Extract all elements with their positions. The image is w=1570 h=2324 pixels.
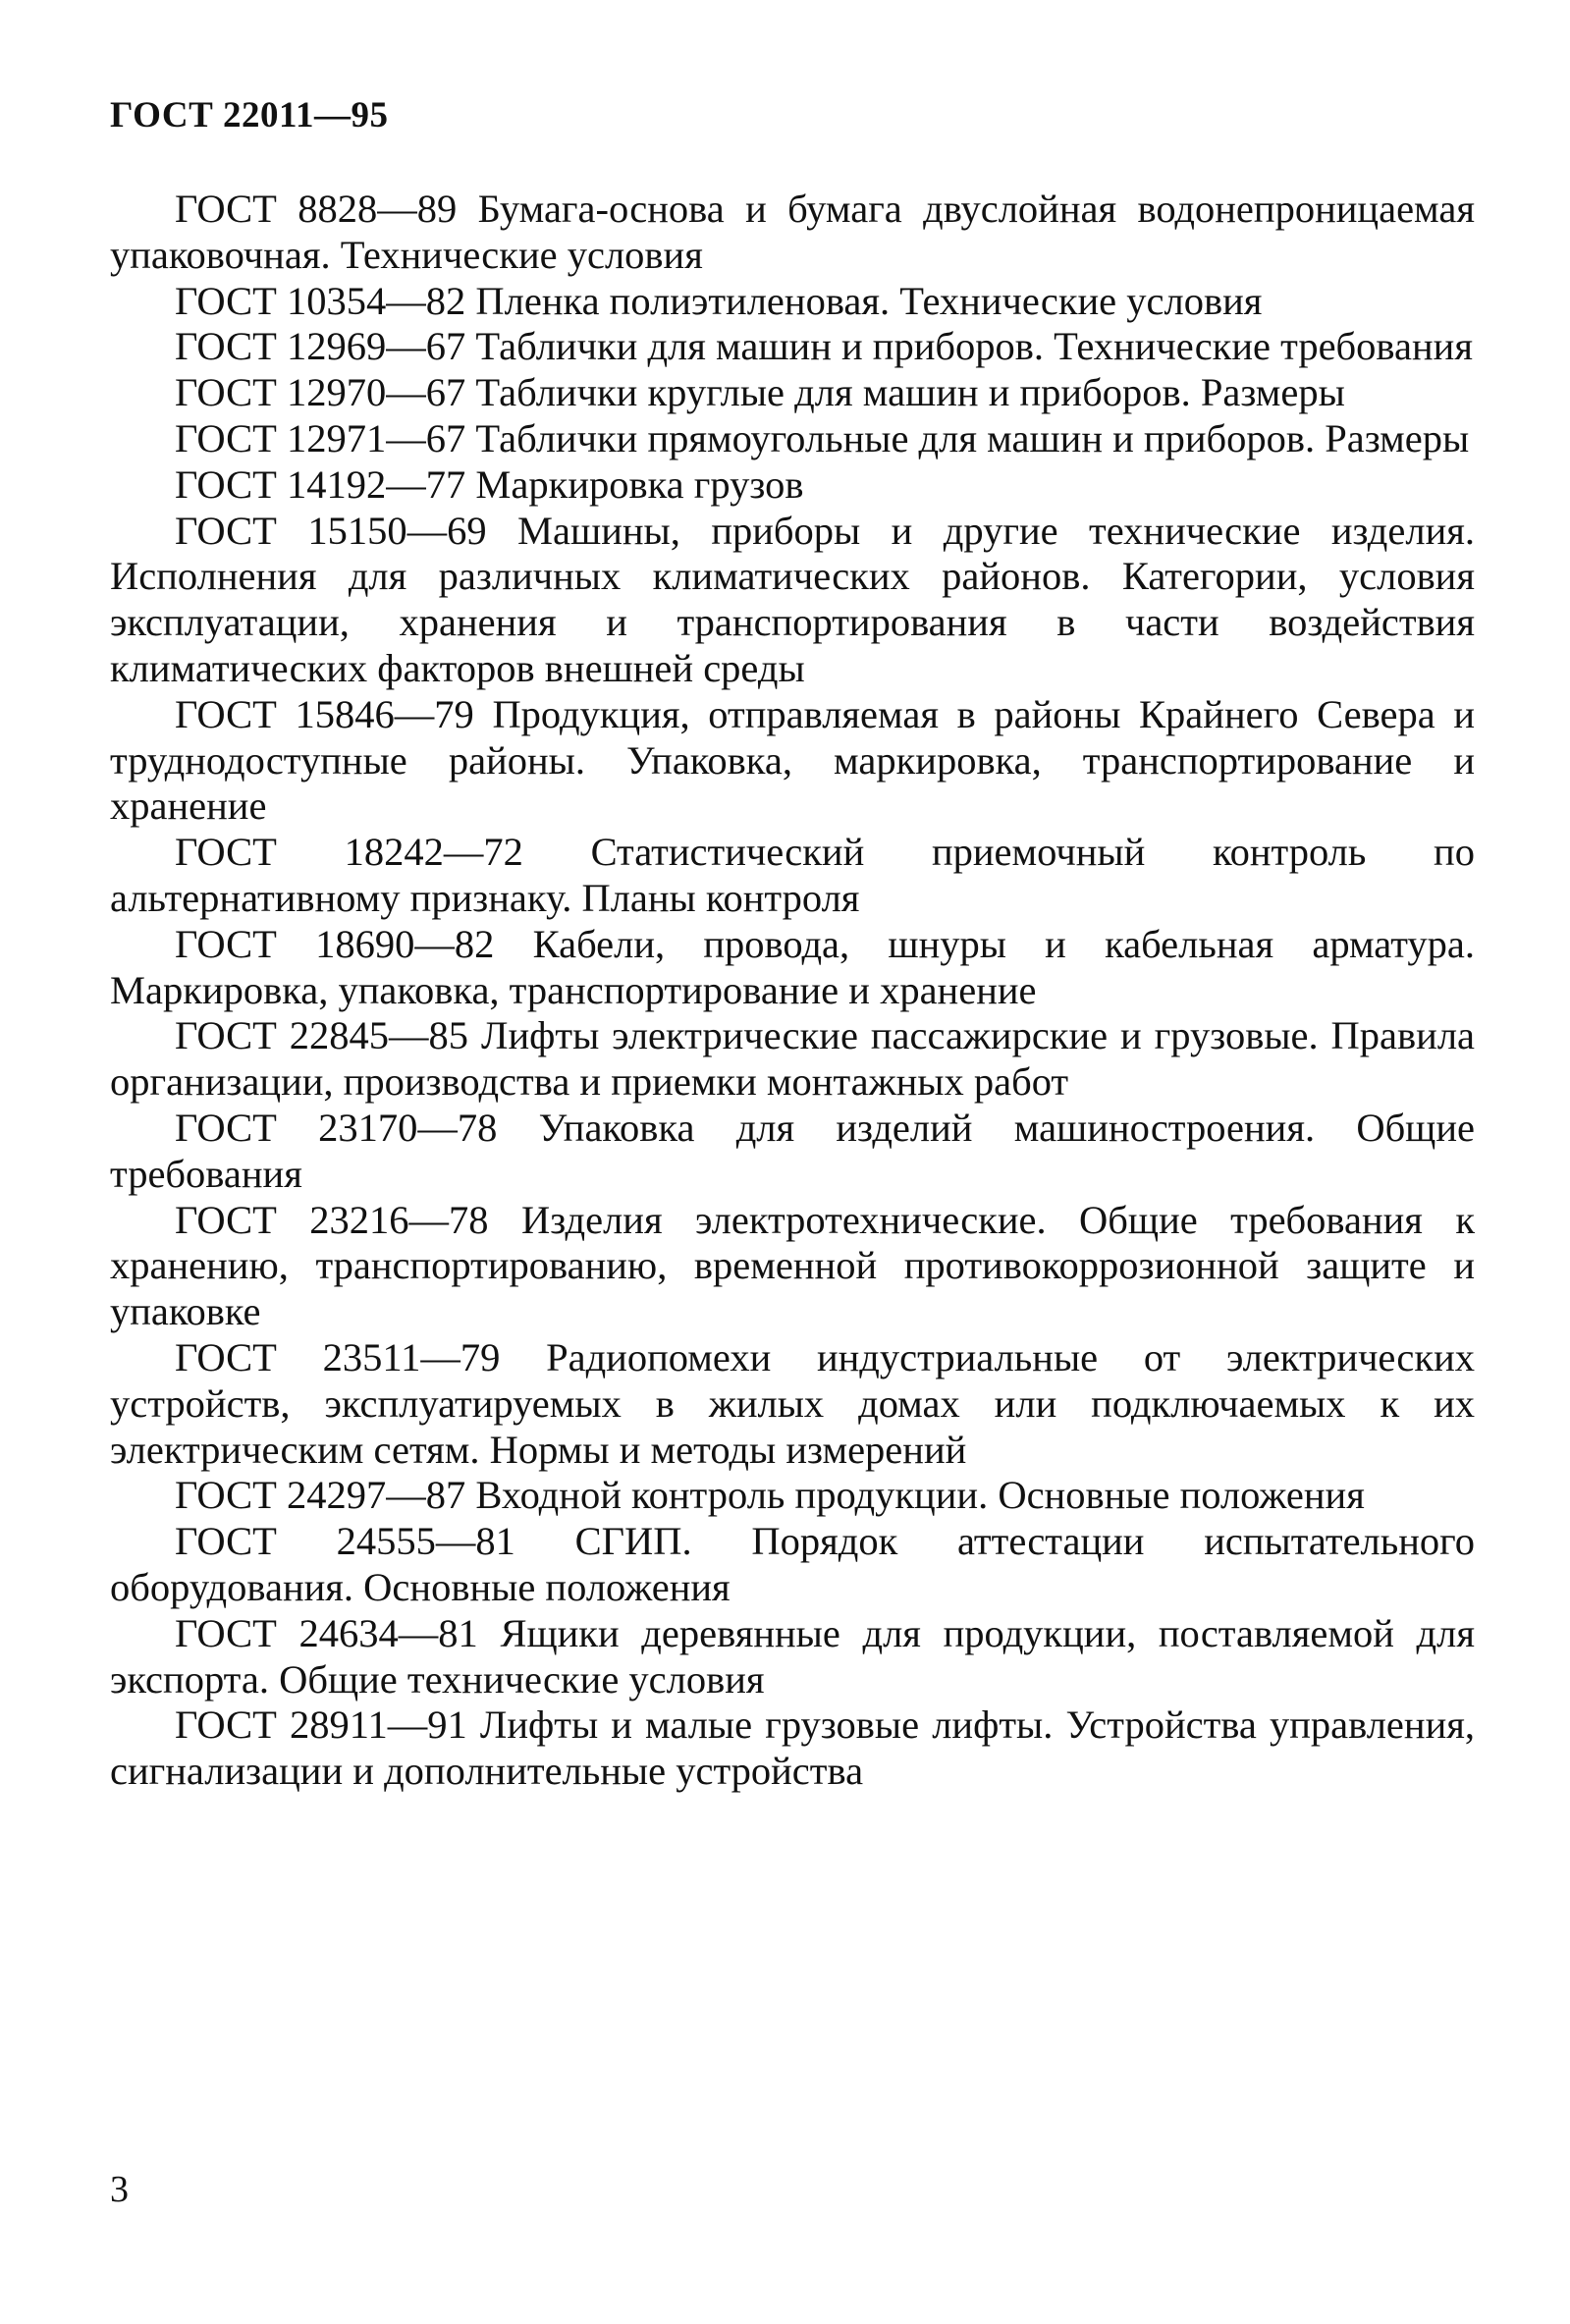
reference-item xyxy=(110,1473,1475,1519)
reference-title: Лифты электрические пассажирские и грузовые. Правила организации, производства и приемки монтажных работ xyxy=(110,1013,1476,1105)
reference-code: ГОСТ 24634—81 xyxy=(175,1610,478,1655)
reference-item xyxy=(110,1702,1475,1795)
reference-title: Пленка полиэтиленовая. Технические условия xyxy=(475,278,1263,323)
reference-code: ГОСТ 12970—67 xyxy=(175,370,466,415)
reference-code: ГОСТ 14192—77 xyxy=(175,461,466,507)
reference-title: Лифты и малые грузовые лифты. Устройства управления, сигнализации и дополнительные устройства xyxy=(110,1702,1475,1794)
reference-code: ГОСТ 22845—85 xyxy=(175,1013,469,1058)
page-header: ГОСТ 22011—95 xyxy=(110,95,389,135)
reference-title: Таблички для машин и приборов. Технические требования xyxy=(475,324,1473,369)
reference-code: ГОСТ 24297—87 xyxy=(175,1473,466,1518)
reference-code: ГОСТ 12969—67 xyxy=(175,324,466,369)
reference-code: ГОСТ 15846—79 xyxy=(175,691,474,736)
page-number: 3 xyxy=(110,2169,129,2210)
reference-item xyxy=(110,370,1475,416)
reference-title: Таблички прямоугольные для машин и приборов. Размеры xyxy=(475,415,1470,460)
reference-code: ГОСТ 18690—82 xyxy=(175,921,495,966)
reference-code: ГОСТ 23170—78 xyxy=(175,1105,498,1150)
reference-title: Входной контроль продукции. Основные положения xyxy=(475,1473,1365,1518)
reference-title: Изделия электротехнические. Общие требования к хранению, транспортированию, временной противокоррозионной защите и упаковке xyxy=(110,1197,1476,1334)
reference-code: ГОСТ 24555—81 xyxy=(175,1519,515,1564)
reference-item xyxy=(110,1106,1475,1198)
reference-code: ГОСТ 12971—67 xyxy=(175,415,466,460)
reference-title: Маркировка грузов xyxy=(475,461,804,507)
reference-item xyxy=(110,1611,1475,1703)
reference-title: Радиопомехи индустриальные от электрических устройств, эксплуатируемых в жилых домах или подключаемых к их электрическим сетям. Нормы и методы измерений xyxy=(110,1334,1475,1472)
reference-item xyxy=(110,1519,1475,1611)
reference-item xyxy=(110,462,1475,509)
reference-code: ГОСТ 15150—69 xyxy=(175,508,487,553)
reference-item xyxy=(110,1013,1475,1106)
reference-item xyxy=(110,1198,1475,1335)
reference-item xyxy=(110,1335,1475,1473)
reference-title: Продукция, отправляемая в районы Крайнего Севера и труднодоступные районы. Упаковка, маркировка, транспортирование и хранение xyxy=(110,691,1475,829)
reference-title: Бумага-основа и бумага двуслойная водонепроницаемая упаковочная. Технические условия xyxy=(110,187,1476,277)
reference-code: ГОСТ 8828—89 xyxy=(175,187,458,231)
reference-item xyxy=(110,279,1475,325)
reference-item xyxy=(110,922,1475,1014)
reference-title: Статистический приемочный контроль по альтернативному признаку. Планы контроля xyxy=(110,830,1475,920)
reference-code: ГОСТ 23216—78 xyxy=(175,1197,489,1242)
reference-code: ГОСТ 10354—82 xyxy=(175,278,466,323)
reference-item xyxy=(110,509,1475,692)
reference-item xyxy=(110,324,1475,370)
reference-item xyxy=(110,187,1475,279)
reference-title: Таблички круглые для машин и приборов. Размеры xyxy=(475,370,1345,415)
reference-title: Упаковка для изделий машиностроения. Общие требования xyxy=(110,1105,1476,1196)
reference-code: ГОСТ 28911—91 xyxy=(175,1702,467,1748)
reference-list xyxy=(110,187,1475,1795)
reference-code: ГОСТ 23511—79 xyxy=(175,1334,501,1379)
reference-item xyxy=(110,416,1475,462)
reference-item xyxy=(110,830,1475,922)
reference-title: Кабели, провода, шнуры и кабельная арматура. Маркировка, упаковка, транспортирование и хранение xyxy=(110,921,1475,1012)
reference-title: СГИП. Порядок аттестации испытательного оборудования. Основные положения xyxy=(110,1519,1475,1609)
reference-item xyxy=(110,692,1475,830)
reference-code: ГОСТ 18242—72 xyxy=(175,830,523,875)
reference-title: Машины, приборы и другие технические изделия. Исполнения для различных климатических районов. Категории, условия эксплуатации, хранения и транспортирования в части воздействия климатических факторов внешней среды xyxy=(110,508,1476,690)
reference-title: Ящики деревянные для продукции, поставляемой для экспорта. Общие технические условия xyxy=(110,1610,1475,1702)
